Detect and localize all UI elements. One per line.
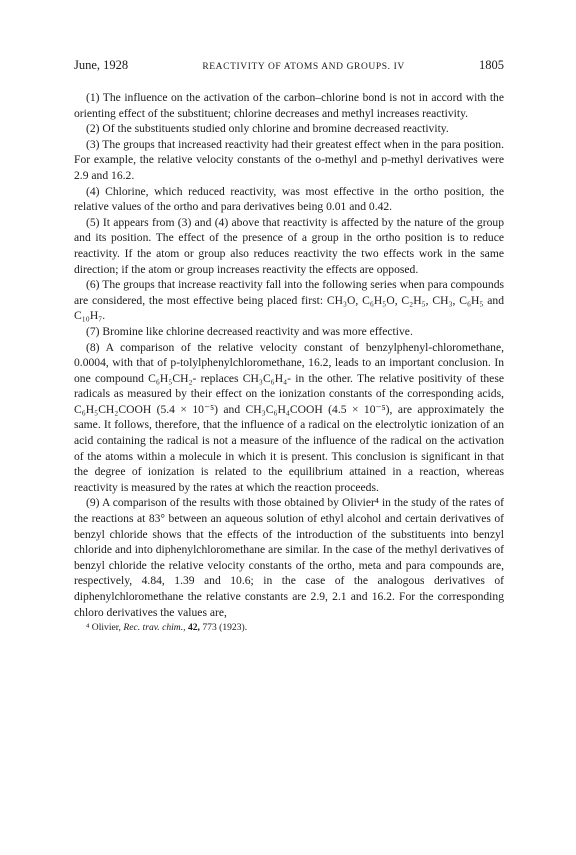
page	[74, 58, 504, 634]
page-number: 1805	[479, 58, 504, 72]
paragraph-8: (8) A comparison of the relative velocity constant of benzylphenyl-chloromethane, 0.0004, with that of p-tolylphenylchloromethane, 16.2, leads to an important conclusion. In one compound C₆H₅CH₂- replaces CH₃C₆H₄- in the other. The relative positivity of these radicals as measured by their effect on the ionization constants of the corresponding acids, C₆H₅CH₂COOH (5.4 × 10⁻⁵) and CH₃C₆H₄COOH (4.5 × 10⁻⁵), are approximately the same. It follows, therefore, that the influence of a radical on the electrolytic ionization of an acid containing the radical is not a measure of the influence of the radical on the activation of the atoms within a molecule in which it is present. This conclusion is significant in that the degree of ionization is related to the equilibrium attained in a reaction, whereas reactivity is measured by the rates at which the reaction proceeds.	[74, 340, 504, 494]
paragraph-1: (1) The influence on the activation of the carbon–chlorine bond is not in accord with the orienting effect of the substituent; chlorine decreases and methyl increases reactivity.	[74, 91, 504, 120]
page-header	[74, 58, 504, 80]
paragraph-4: (4) Chlorine, which reduced reactivity, was most effective in the ortho position, the relative values of the ortho and para derivatives being 0.01 and 0.42.	[74, 184, 504, 214]
running-title: REACTIVITY OF ATOMS AND GROUPS. IV	[202, 62, 405, 72]
paragraph-6: (6) The groups that increase reactivity fall into the following series when para compounds are considered, the most effective being placed first: CH₃O, C₆H₅O, C₂H₅, CH₃, C₆H₅ and C₁₀H₇.	[74, 278, 504, 323]
footnote	[74, 622, 504, 634]
footnote-rest: 773 (1923).	[202, 622, 248, 634]
footnote-author: Olivier,	[91, 622, 121, 634]
paragraph-3: (3) The groups that increased reactivity had their greatest effect when in the para position. For example, the relative velocity constants of the o-methyl and p-methyl derivatives were 2.9 and 16.2.	[74, 137, 504, 182]
paragraph-7: (7) Bromine like chlorine decreased reactivity and was more effective.	[86, 324, 413, 338]
footnote-journal: Rec. trav. chim.,	[123, 622, 186, 634]
paragraph-9: (9) A comparison of the results with those obtained by Olivier⁴ in the study of the rates of the reactions at 83° between an aqueous solution of ethyl alcohol and certain derivatives of benzyl chloride shows that the effects of the introduction of the substituents into benzyl chloride and into diphenylchloromethane are similar. In the case of the methyl derivatives of benzyl chloride the relative velocity constants of the ortho, meta and para compounds are, respectively, 4.84, 1.39 and 10.6; in the case of the analogous derivatives of diphenylchloromethane the relative constants are 2.9, 2.1 and 16.2. For the corresponding chloro derivatives the values are,	[74, 496, 504, 619]
header-date: June, 1928	[74, 58, 129, 72]
footnote-marker: ⁴	[86, 622, 90, 634]
paragraph-5: (5) It appears from (3) and (4) above that reactivity is affected by the nature of the group and its position. The effect of the presence of a group in the ortho position is to reduce reactivity. If the atom or group also reduces reactivity the two effects work in the same direction; if the atom or group increases reactivity the effects are opposed.	[74, 215, 504, 276]
paragraph-2: (2) Of the substituents studied only chlorine and bromine decreased reactivity.	[86, 122, 449, 136]
body-text	[74, 90, 504, 620]
footnote-volume: 42,	[187, 622, 200, 634]
